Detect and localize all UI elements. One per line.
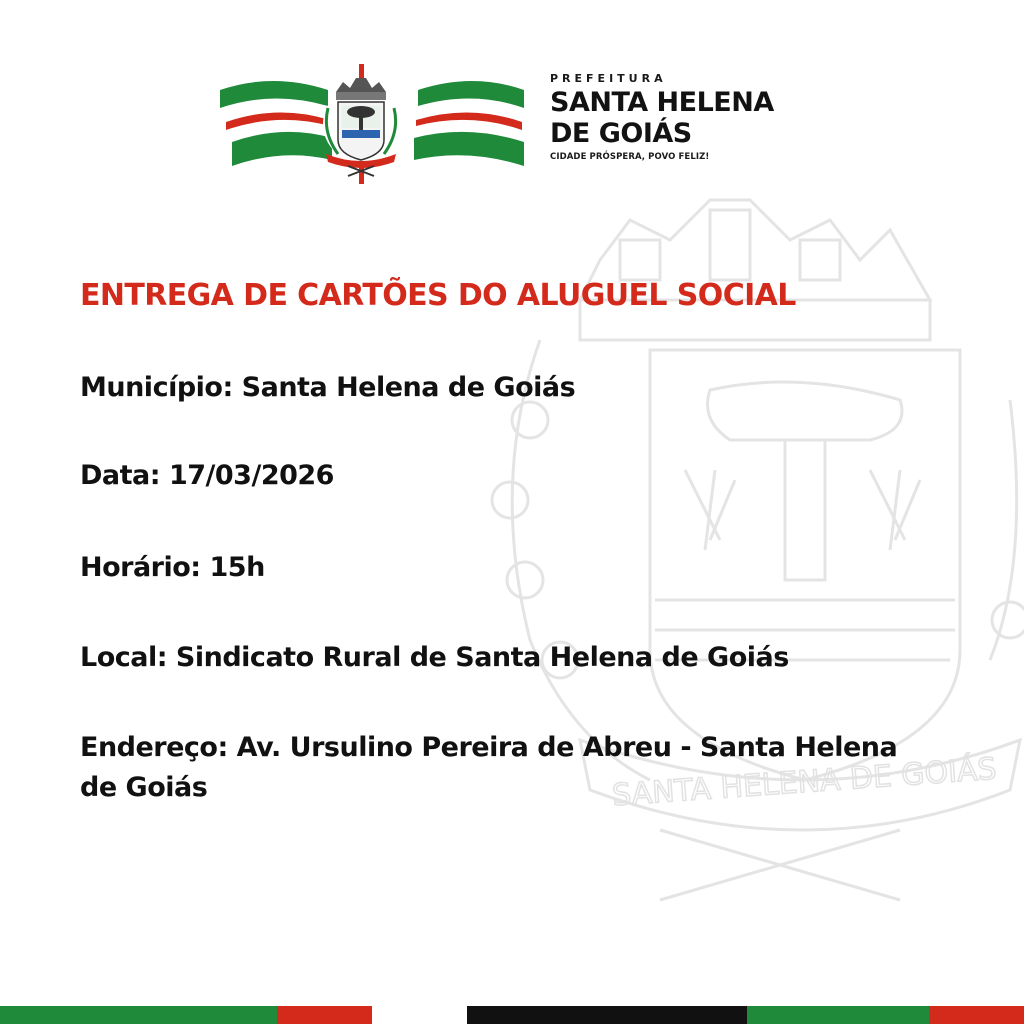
- brand-name-line2: DE GOIÁS: [550, 118, 692, 149]
- info-local: Local: Sindicato Rural de Santa Helena de Goiás: [80, 642, 789, 673]
- bottom-color-bar: [0, 1006, 1024, 1024]
- info-data: Data: 17/03/2026: [80, 460, 334, 491]
- info-horario: Horário: 15h: [80, 552, 265, 583]
- brand-slogan: CIDADE PRÓSPERA, POVO FELIZ!: [550, 152, 710, 162]
- brand-text: [550, 72, 830, 162]
- brand-name-line1: SANTA HELENA: [550, 87, 774, 118]
- info-endereco: Endereço: Av. Ursulino Pereira de Abreu - Santa Helena de Goiás: [80, 732, 898, 803]
- coat-of-arms-icon: [218, 62, 528, 186]
- header: [218, 62, 818, 186]
- event-title: ENTREGA DE CARTÕES DO ALUGUEL SOCIAL: [80, 278, 796, 313]
- svg-text:SANTA HELENA DE GOIÁS: SANTA HELENA DE GOIÁS: [610, 751, 998, 814]
- brand-kicker: PREFEITURA: [550, 72, 667, 85]
- info-municipio: Município: Santa Helena de Goiás: [80, 372, 576, 403]
